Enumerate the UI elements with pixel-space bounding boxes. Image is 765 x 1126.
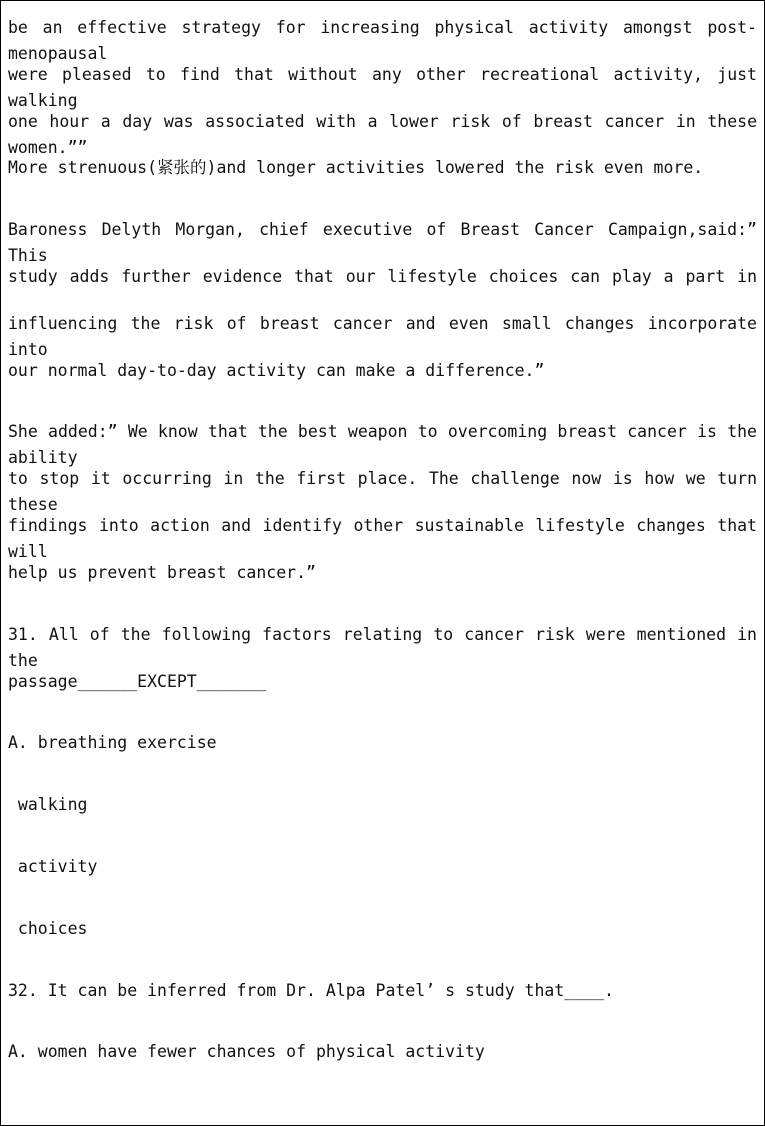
passage-line: help us prevent breast cancer.” xyxy=(8,563,316,582)
question-31-option-d: choices xyxy=(8,919,88,938)
question-31-stem: 31. All of the following factors relating to cancer risk were mentioned in the xyxy=(8,625,757,670)
passage-line: study adds further evidence that our lifestyle choices can play a part in xyxy=(8,267,757,286)
passage-line: influencing the risk of breast cancer and even small changes incorporate into xyxy=(8,314,757,359)
question-31-option-a: A. breathing exercise xyxy=(8,733,217,752)
passage-line: one hour a day was associated with a lower risk of breast cancer in these women.”” xyxy=(8,112,757,157)
question-31-option-c: activity xyxy=(8,857,98,876)
question-32-stem: 32. It can be inferred from Dr. Alpa Patel’ s study that____. xyxy=(8,981,614,1000)
question-31-stem-end: passage______EXCEPT_______ xyxy=(8,672,267,691)
question-32-option-a: A. women have fewer chances of physical activity xyxy=(8,1042,485,1061)
passage-line: our normal day-to-day activity can make a difference.” xyxy=(8,361,545,380)
passage-line: findings into action and identify other sustainable lifestyle changes that will xyxy=(8,516,757,561)
passage-line: be an effective strategy for increasing physical activity amongst post-menopausal xyxy=(8,18,757,63)
passage-line: She added:” We know that the best weapon to overcoming breast cancer is the ability xyxy=(8,422,757,467)
passage-line: More strenuous(紧张的)and longer activities lowered the risk even more. xyxy=(8,158,704,177)
passage-line: Baroness Delyth Morgan, chief executive of Breast Cancer Campaign,said:” This xyxy=(8,220,757,265)
passage-line: to stop it occurring in the first place. The challenge now is how we turn these xyxy=(8,469,757,514)
passage-line: were pleased to find that without any other recreational activity, just walking xyxy=(8,65,757,110)
question-31-option-b: walking xyxy=(8,795,88,814)
